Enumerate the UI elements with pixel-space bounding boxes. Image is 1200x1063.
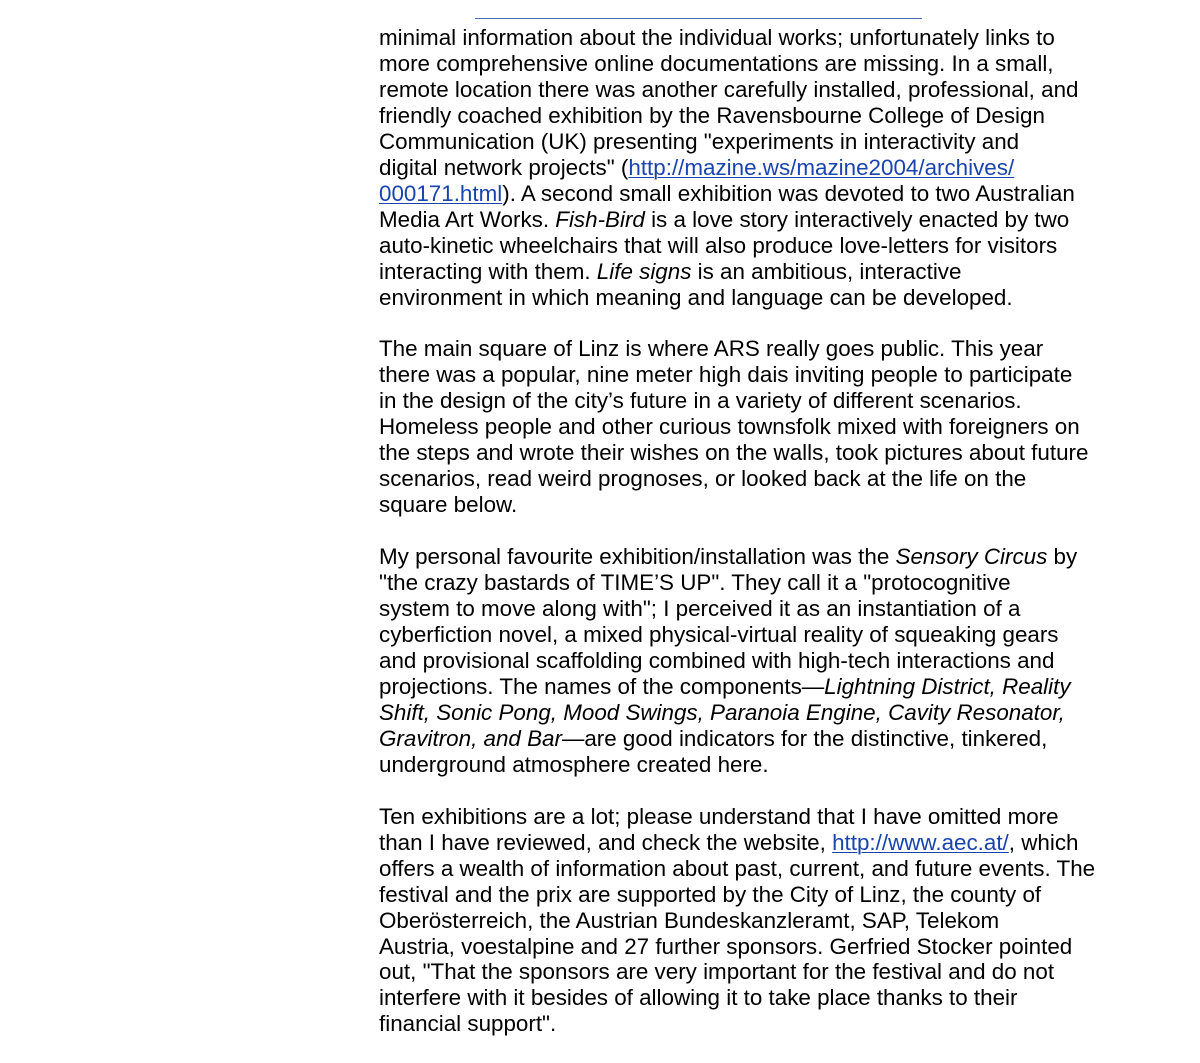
text-run: Austria, voestalpine and 27 further sponsors. Gerfried Stocker pointed	[379, 933, 1073, 959]
component-names: Lightning District, Reality	[824, 673, 1071, 699]
text-run: offers a wealth of information about past, current, and future events. The	[379, 855, 1096, 881]
text-line	[379, 1011, 1139, 1037]
text-line	[379, 129, 1139, 155]
mazine-archive-link[interactable]: http://mazine.ws/mazine2004/archives/	[628, 154, 1015, 180]
text-run: festival and the prix are supported by the City of Linz, the county of	[379, 881, 1042, 907]
text-line	[379, 414, 1139, 440]
text-line	[379, 726, 1139, 752]
text-line	[379, 362, 1139, 388]
text-line	[379, 882, 1139, 908]
text-run: remote location there was another carefully installed, professional, and	[379, 76, 1079, 102]
text-run: cyberfiction novel, a mixed physical-virtual reality of squeaking gears	[379, 622, 1059, 648]
text-line	[379, 51, 1139, 77]
text-line	[379, 103, 1139, 129]
paragraph-main-square	[379, 336, 1139, 518]
text-line	[379, 155, 1139, 181]
text-run: interacting with them.	[379, 258, 597, 284]
text-run: auto-kinetic wheelchairs that will also produce love-letters for visitors	[379, 232, 1058, 258]
paragraph-sponsors	[379, 804, 1139, 1038]
text-run: than I have reviewed, and check the website,	[379, 829, 833, 855]
text-line	[379, 181, 1139, 207]
component-names: Shift, Sonic Pong, Mood Swings, Paranoia Engine, Cavity Resonator,	[379, 699, 1065, 725]
text-line	[379, 25, 1139, 51]
text-run: square below.	[379, 492, 518, 518]
text-run: —are good indicators for the distinctive, tinkered,	[561, 725, 1048, 751]
artwork-title-life-signs: Life signs	[596, 258, 692, 284]
paragraph-sensory-circus	[379, 544, 1139, 778]
text-run: environment in which meaning and language can be developed.	[379, 284, 1013, 310]
mazine-archive-link-continued[interactable]: 000171.html	[379, 180, 503, 206]
text-run: is an ambitious, interactive	[691, 258, 962, 284]
text-run: "the crazy bastards of TIME’S UP". They call it a "protocognitive	[379, 570, 1011, 596]
text-run: and provisional scaffolding combined with high-tech interactions and	[379, 647, 1055, 673]
text-line	[379, 233, 1139, 259]
text-run: The main square of Linz is where ARS really goes public. This year	[379, 336, 1044, 362]
text-run: ). A second small exhibition was devoted to two Australian	[502, 180, 1075, 206]
artwork-title-fish-bird: Fish-Bird	[555, 206, 645, 232]
text-line	[379, 752, 1139, 778]
text-run: the steps and wrote their wishes on the walls, took pictures about future	[379, 440, 1089, 466]
text-line	[379, 388, 1139, 414]
text-line	[379, 830, 1139, 856]
text-run: Communication (UK) presenting "experiments in interactivity and	[379, 128, 1020, 154]
aec-website-link[interactable]: http://www.aec.at/	[832, 829, 1009, 855]
text-run: interfere with it besides of allowing it to take place thanks to their	[379, 985, 1018, 1011]
text-run: friendly coached exhibition by the Ravensbourne College of Design	[379, 102, 1045, 128]
top-divider-rule	[475, 18, 922, 19]
text-run: there was a popular, nine meter high dais inviting people to participate	[379, 362, 1073, 388]
text-run: Homeless people and other curious townsfolk mixed with foreigners on	[379, 414, 1080, 440]
text-line	[379, 440, 1139, 466]
text-line	[379, 285, 1139, 311]
text-run: scenarios, read weird prognoses, or looked back at the life on the	[379, 466, 1027, 492]
text-run: system to move along with"; I perceived it as an instantiation of a	[379, 596, 1021, 622]
text-line	[379, 596, 1139, 622]
paragraph-exhibitions	[379, 25, 1139, 310]
text-line	[379, 207, 1139, 233]
text-run: Oberösterreich, the Austrian Bundeskanzleramt, SAP, Telekom	[379, 907, 1000, 933]
text-line	[379, 492, 1139, 518]
text-run: is a love story interactively enacted by two	[644, 206, 1070, 232]
text-run: minimal information about the individual works; unfortunately links to	[379, 25, 1055, 50]
text-line	[379, 336, 1139, 362]
text-run: Media Art Works.	[379, 206, 556, 232]
text-run: digital network projects" (	[379, 154, 629, 180]
text-line	[379, 908, 1139, 934]
text-line	[379, 934, 1139, 960]
text-line	[379, 259, 1139, 285]
text-run: Ten exhibitions are a lot; please understand that I have omitted more	[379, 803, 1059, 829]
text-run: more comprehensive online documentations are missing. In a small,	[379, 50, 1054, 76]
text-line	[379, 648, 1139, 674]
text-run: out, "That the sponsors are very important for the festival and do not	[379, 959, 1055, 985]
text-run: financial support".	[379, 1011, 557, 1037]
text-line	[379, 466, 1139, 492]
text-line	[379, 804, 1139, 830]
text-line	[379, 622, 1139, 648]
component-names: Gravitron, and Bar	[379, 725, 562, 751]
text-line	[379, 674, 1139, 700]
article-body	[379, 25, 1139, 1037]
text-line	[379, 77, 1139, 103]
text-line	[379, 959, 1139, 985]
text-run: by	[1047, 544, 1078, 570]
text-run: projections. The names of the components—	[379, 673, 825, 699]
text-line	[379, 544, 1139, 570]
text-run: in the design of the city’s future in a variety of different scenarios.	[379, 388, 1022, 414]
text-line	[379, 985, 1139, 1011]
text-run: underground atmosphere created here.	[379, 751, 769, 777]
text-line	[379, 570, 1139, 596]
text-line	[379, 856, 1139, 882]
text-run: My personal favourite exhibition/installation was the	[379, 544, 896, 570]
artwork-title-sensory-circus: Sensory Circus	[895, 544, 1048, 570]
text-line	[379, 700, 1139, 726]
text-run: , which	[1008, 829, 1079, 855]
